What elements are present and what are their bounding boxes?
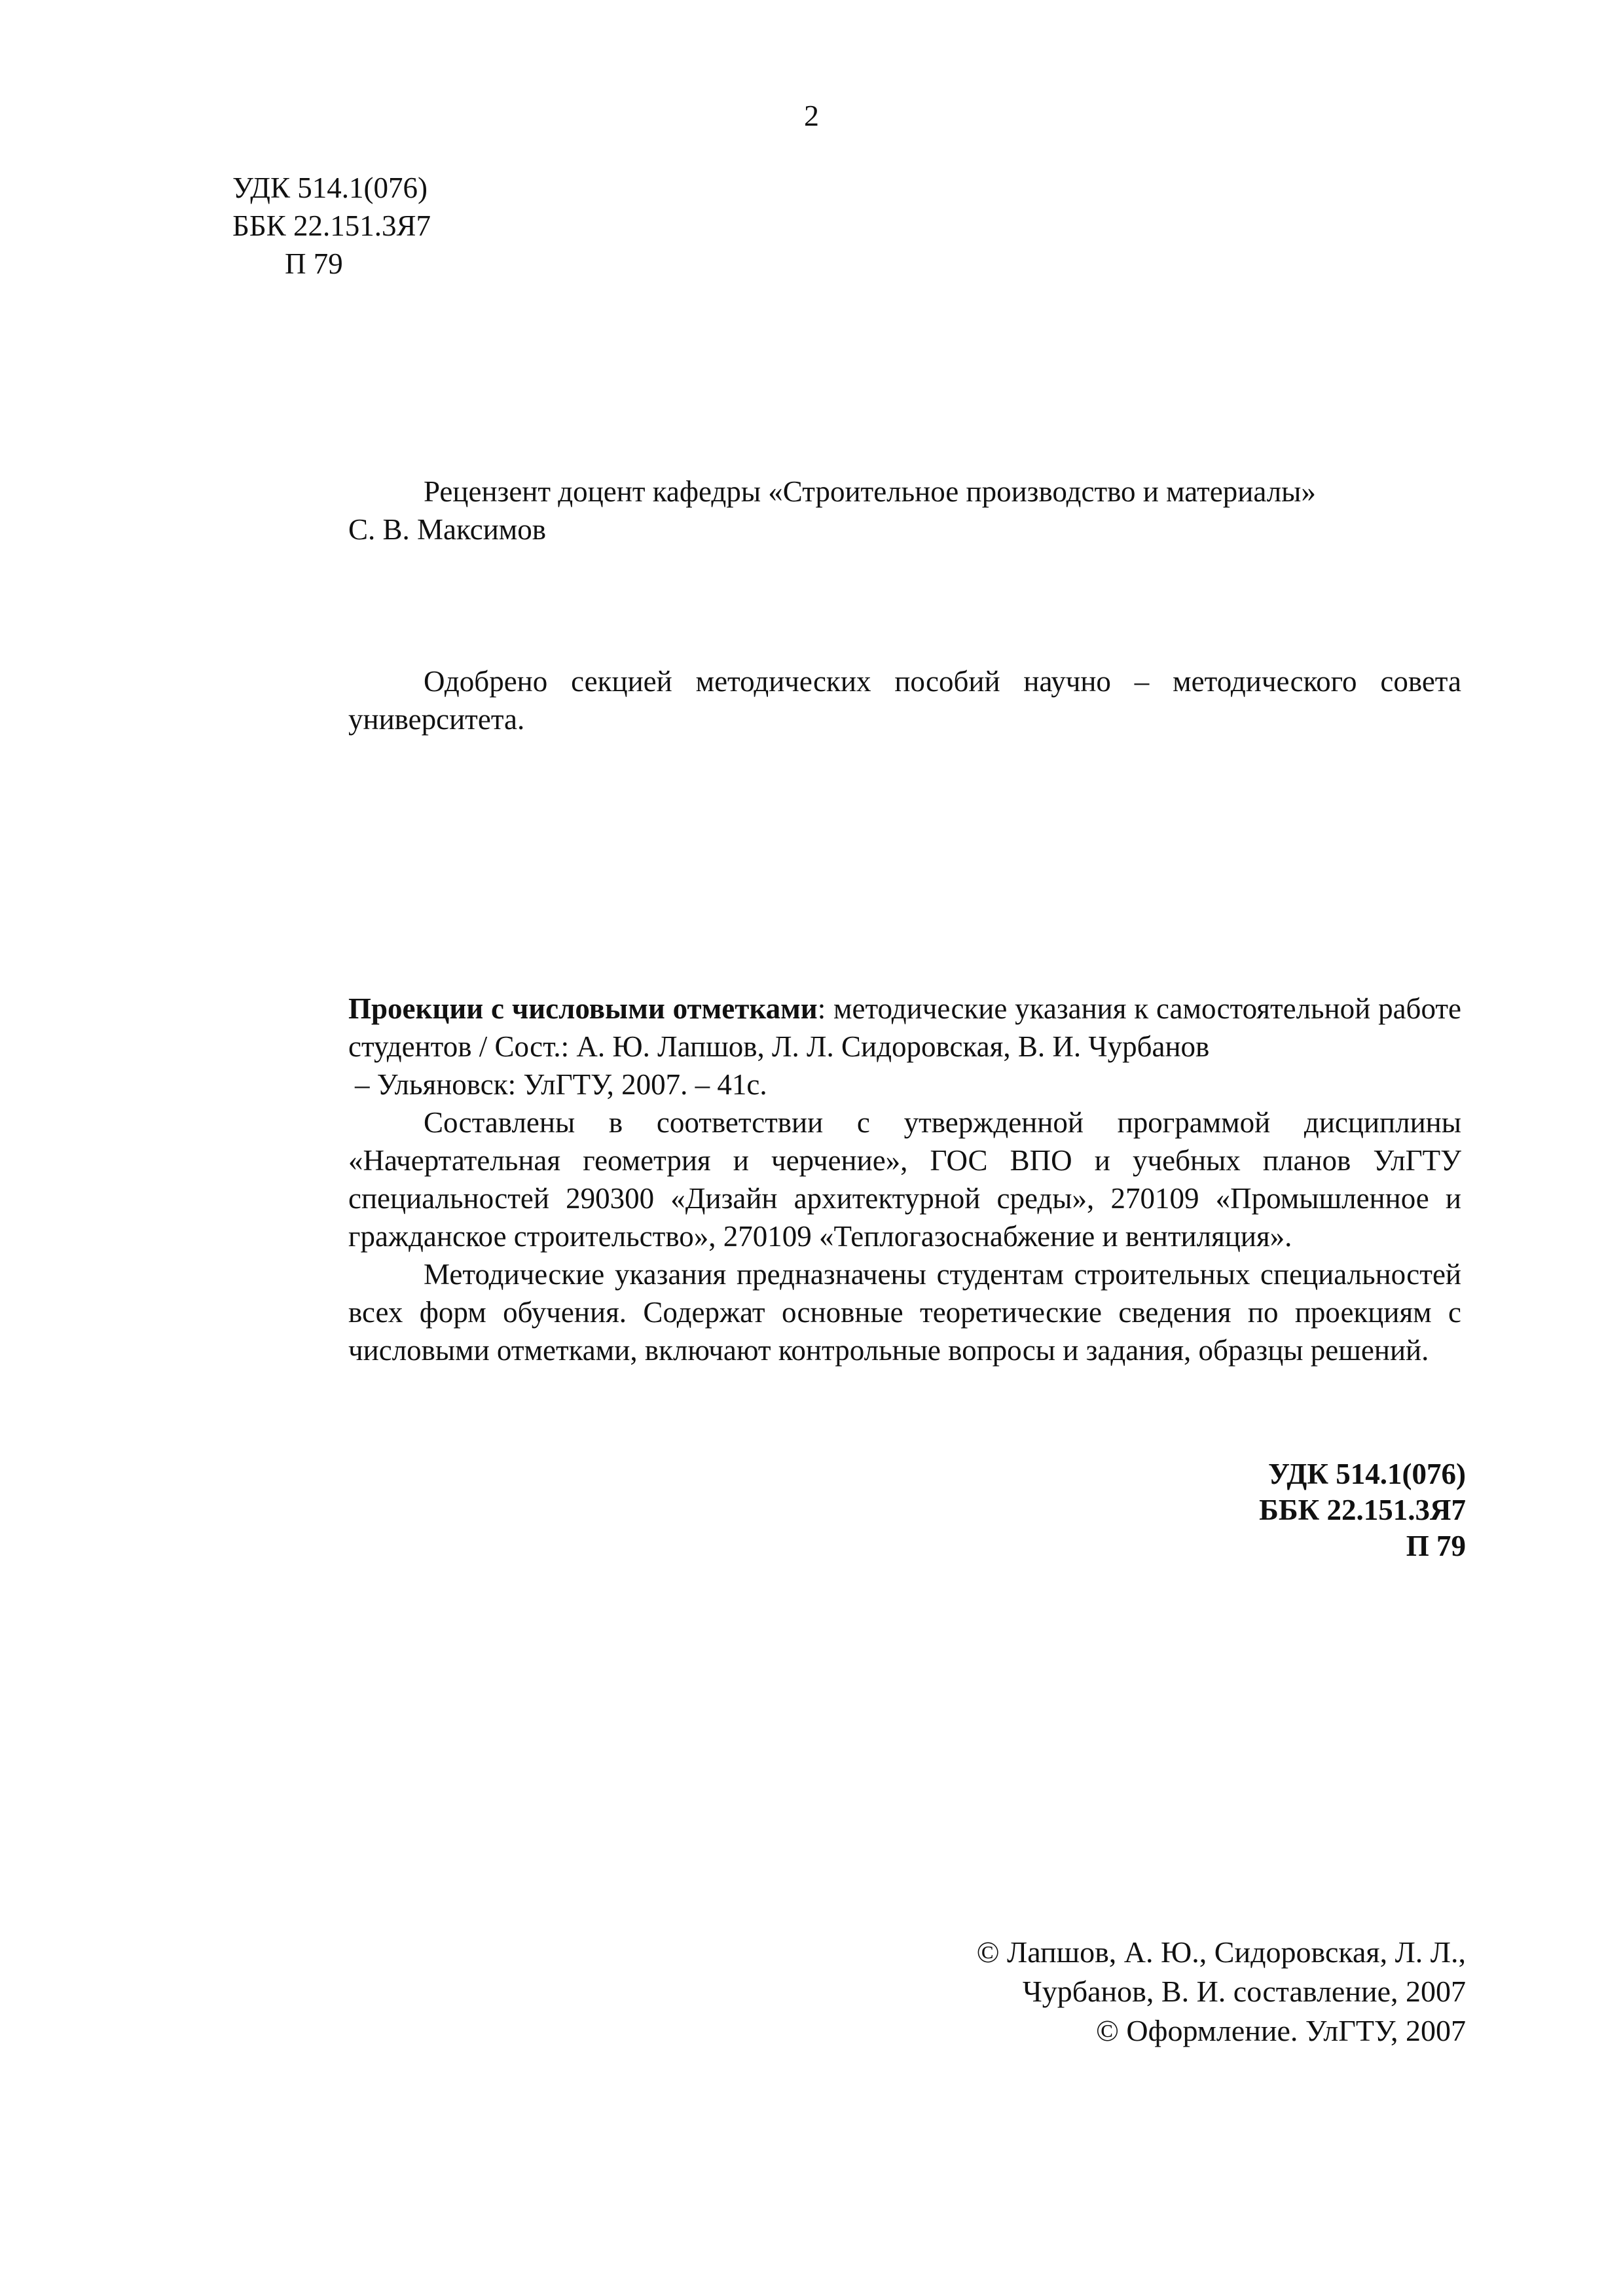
bbk-code: ББК 22.151.3Я7 bbox=[232, 209, 431, 242]
copyright-design: © Оформление. УлГТУ, 2007 bbox=[1095, 2014, 1466, 2047]
bibliographic-record bbox=[348, 990, 1461, 1066]
bbk-code-bottom: ББК 22.151.3Я7 bbox=[1259, 1494, 1466, 1526]
udk-code-bottom: УДК 514.1(076) bbox=[1267, 1458, 1466, 1490]
annotation-paragraph-1: Составлены в соответствии с утвержденной программой дисциплины «Начертательная геометрия и черчение», ГОС ВПО и учебных планов УлГТУ специальностей 290300 «Дизайн архитектурной среды», 270109 «Промышленное и гражданское строительство», 270109 «Теплогазоснабжение и вентиляция». bbox=[348, 1106, 1461, 1253]
book-description: : методические указания к самостоятельной работе студентов / Сост.: А. Ю. Лапшов, Л. Л. Сидоровская, В. И. Чурбанов bbox=[348, 992, 1461, 1063]
approval-text: Одобрено секцией методических пособий научно – методического совета университета. bbox=[348, 665, 1461, 736]
index-block-bottom bbox=[1259, 1456, 1466, 1564]
author-mark: П 79 bbox=[285, 247, 343, 280]
copyright-compilation: Чурбанов, В. И. составление, 2007 bbox=[1022, 1975, 1466, 2008]
reviewer-line: Рецензент доцент кафедры «Строительное производство и материалы» bbox=[424, 475, 1316, 508]
approval-block bbox=[348, 662, 1461, 738]
author-mark-bottom: П 79 bbox=[1406, 1530, 1466, 1562]
copyright-block bbox=[977, 1933, 1466, 2051]
index-block-top bbox=[232, 169, 431, 283]
annotation-paragraph-2: Методические указания предназначены студентам строительных специальностей всех форм обучения. Содержат основные теоретические сведения по проекциям с числовыми отметками, включают контрольные вопросы и задания, образцы решений. bbox=[348, 1258, 1461, 1367]
page-number: 2 bbox=[804, 99, 819, 132]
reviewer-block bbox=[348, 473, 1461, 548]
udk-code: УДК 514.1(076) bbox=[232, 171, 428, 204]
annotation-block bbox=[348, 990, 1461, 1369]
copyright-authors: © Лапшов, А. Ю., Сидоровская, Л. Л., bbox=[976, 1935, 1466, 1969]
publication-info: – Ульяновск: УлГТУ, 2007. – 41с. bbox=[355, 1068, 767, 1101]
reviewer-name: С. В. Максимов bbox=[348, 513, 547, 546]
book-title: Проекции с числовыми отметками bbox=[348, 992, 818, 1025]
